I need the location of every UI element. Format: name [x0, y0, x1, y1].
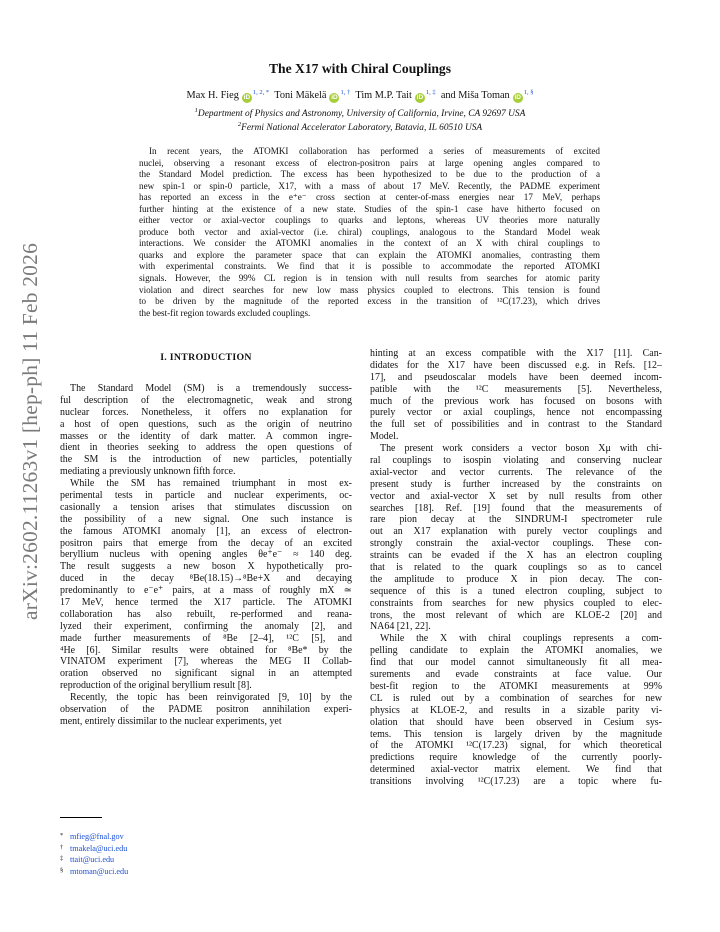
- text-line: casionally a tension arises that stimulates discussion on: [60, 501, 352, 513]
- text-line: VINATOM experiment [7], whereas the MEG II Collab-: [60, 656, 352, 668]
- text-line: ment, entirely dissimilar to the nuclear experiments, yet: [60, 715, 282, 727]
- abstract-line: quarks and explore the parameter space that can explain the ATOMKI anomalies, contrasting them: [139, 249, 600, 260]
- text-line: While the X with chiral couplings represents a com-: [380, 633, 662, 645]
- affiliation-mark: 1: [194, 107, 198, 114]
- author-name: Max H. Fieg: [186, 90, 239, 101]
- abstract-line: with experimental constraints. We find that it is possible to accommodate the reported ATOMKI: [139, 261, 600, 272]
- abstract-line: nuclei, observing a resonant excess of electron-positron pairs at large opening angles compared to: [139, 157, 600, 168]
- author-name: Toni Mäkelä: [274, 90, 327, 101]
- orcid-icon[interactable]: iD: [416, 94, 424, 101]
- text-line: constraints from searches for new physics coupled to elec-: [370, 597, 662, 609]
- abstract-line: the best-fit region towards excluded couplings.: [139, 307, 311, 318]
- text-line: olation that should have been observed in Cesium sys-: [370, 716, 662, 728]
- text-line: surements and evade constraints at face value. Our: [370, 669, 662, 681]
- author-marks: 1, †: [340, 89, 351, 96]
- text-line: best-fit region to the ATOMKI measurements at 99%: [370, 680, 662, 692]
- text-line: determined axial-vector matrix element. We find that: [370, 764, 662, 776]
- text-line: strongly constrain the axial-vector couplings. These con-: [370, 538, 662, 550]
- abstract-line: to be driven by the magnitude of the reported excess in the transition of ¹²C(17.23), which drives: [139, 296, 600, 307]
- left-column: [60, 383, 352, 728]
- footnote: [60, 866, 128, 878]
- text-line: rare pion decay at the SINDRUM-I spectrometer rule: [370, 514, 662, 526]
- text-line: out an X17 explanation with purely vector couplings and: [370, 526, 662, 538]
- abstract-line: further hinting at the existence of a new state. Studies of the spin-1 case have hitherto focused on: [139, 203, 600, 214]
- footnote: [60, 843, 128, 855]
- text-line: collaboration has also rebuilt, re-performed and reana-: [60, 608, 352, 620]
- text-line: masses or the identity of dark matter. A common ingre-: [60, 430, 352, 442]
- text-line: mediating a previously unknown fifth force.: [60, 466, 236, 478]
- abstract-line: has reported an excess in the e⁺e⁻ cross section at center-of-mass energies near 17 MeV, perhaps: [139, 192, 600, 203]
- text-line: oration observed no significant signal in an attempted: [60, 668, 352, 680]
- abstract-line: the Standard Model prediction. The excess has been hypothesized to be due to the production of a: [139, 169, 600, 180]
- text-line: positron pairs that emerge from the decay of an excited: [60, 537, 352, 549]
- text-line: vector and axial-vector X set by null results from other: [370, 490, 662, 502]
- text-line: a host of open questions, such as the origin of neutrino: [60, 418, 352, 430]
- paper-title: The X17 with Chiral Couplings: [268, 61, 452, 76]
- footnote-mark: †: [60, 843, 64, 851]
- text-line: axial-vector and vector currents. The relevance of the: [370, 466, 662, 478]
- text-line: NA64 [21, 22].: [370, 621, 431, 633]
- text-line: straints can be evaded if the X has an electron coupling: [370, 550, 662, 562]
- text-line: Model.: [370, 431, 399, 443]
- text-line: 17 MeV, hence termed the X17 particle. The ATOMKI: [60, 597, 352, 609]
- text-line: purely vector or axial couplings, hence not encompassing: [370, 407, 662, 419]
- text-line: didates for the X17 have been discussed e.g. in Refs. [12–: [370, 359, 662, 371]
- footnote-mark: *: [60, 832, 64, 839]
- text-line: predictions require knowledge of the currently poorly-: [370, 752, 662, 764]
- abstract-line: produce both vector and axial-vector (i.e. chiral) couplings, analogous to the Standard Model weak: [139, 226, 600, 237]
- text-line: sequence of this is a tuned electron coupling, subject to: [370, 585, 662, 597]
- author-marks: 1, ‡: [425, 89, 436, 96]
- text-line: trons, the most relevant of which are KLOE-2 [20] and: [370, 609, 662, 621]
- email-link[interactable]: mfieg@fnal.gov: [70, 832, 124, 841]
- arxiv-identifier: arXiv:2602.11263v1 [hep-ph] 11 Feb 2026: [18, 242, 42, 620]
- text-line: find that our model cannot simultaneously fit all mea-: [370, 657, 662, 669]
- text-line: pelling candidate to explain the ATOMKI anomalies, we: [370, 645, 662, 657]
- email-link[interactable]: mtoman@uci.edu: [70, 867, 129, 877]
- author-list: [0, 90, 720, 103]
- text-line: patible with the ¹²C measurements [5]. Nevertheless,: [370, 383, 662, 395]
- email-link[interactable]: ttait@uci.edu: [70, 855, 115, 865]
- text-line: the full set of possibilities and in contrast to the Standard: [370, 419, 662, 431]
- author-separator: and: [440, 90, 456, 101]
- text-line: tems. This tension is largely driven by the magnitude: [370, 728, 662, 740]
- text-line: searches [18]. Ref. [19] found that the measurements of: [370, 502, 662, 514]
- abstract-line: violation and direct searches for new low mass physics coupled to electrons. This tension is found: [139, 284, 600, 295]
- text-line: the possibility of a new signal. One such instance is: [60, 513, 352, 525]
- text-line: The Standard Model (SM) is a tremendously success-: [70, 383, 352, 394]
- footnote-rule: [60, 817, 102, 818]
- footnote: [60, 831, 128, 843]
- footnote: [60, 854, 128, 866]
- orcid-icon[interactable]: iD: [243, 94, 251, 101]
- text-line: the SM is the introduction of new particles, potentially: [60, 454, 352, 466]
- affiliation-text: Department of Physics and Astronomy, University of California, Irvine, CA 92697 USA: [197, 109, 526, 119]
- author-marks: 1, 2, *: [252, 89, 270, 96]
- affiliation-text: Fermi National Accelerator Laboratory, Batavia, IL 60510 USA: [241, 123, 483, 133]
- text-line: predominantly to e⁻e⁺ pairs, at a mass of roughly mX ≃: [60, 585, 352, 597]
- text-line: beryllium nucleus with opening angles θe⁺e⁻ ≈ 140 deg.: [60, 549, 352, 561]
- text-line: much of the previous work has focused on bosons with: [370, 395, 662, 407]
- affiliation: [0, 109, 720, 119]
- text-line: the famous ATOMKI anomaly [1], an excess of electron-: [60, 525, 352, 537]
- section-heading: I. INTRODUCTION: [160, 352, 252, 363]
- affiliation-mark: 2: [237, 121, 242, 128]
- orcid-icon[interactable]: iD: [331, 94, 338, 101]
- footnote-mark: ‡: [60, 855, 64, 863]
- abstract-line: interactions. We consider the ATOMKI anomalies in the context of an X with chiral couplings to: [139, 238, 600, 249]
- text-line: Recently, the topic has been reinvigorated [9, 10] by the: [70, 692, 352, 704]
- author-name: Tim M.P. Tait: [355, 90, 412, 101]
- orcid-icon[interactable]: iD: [514, 94, 521, 101]
- footnotes: [60, 831, 128, 878]
- affiliation: [0, 123, 720, 133]
- text-line: made further measurements of ⁸Be [2–4], ¹²C [5], and: [60, 632, 352, 644]
- text-line: While the SM has remained triumphant in most ex-: [70, 478, 352, 490]
- text-line: of the ATOMKI ¹²C(17.23) signal, for which theoretical: [370, 740, 662, 752]
- text-line: physics at KLOE-2, and results in a sizable parity vi-: [370, 704, 662, 716]
- abstract-line: signals. However, the 99% CL region is in tension with null results from searches for atomic parity: [139, 273, 600, 284]
- abstract: [139, 146, 600, 319]
- abstract-line: In recent years, the ATOMKI collaboration has performed a series of measurements of excited: [149, 146, 600, 156]
- text-line: hinting at an excess compatible with the X17 [11]. Can-: [370, 348, 662, 359]
- right-column: [370, 348, 662, 788]
- text-line: present study is further increased by the constraints on: [370, 478, 662, 490]
- footnote-mark: §: [60, 867, 64, 875]
- text-line: nuclear forces. Nonetheless, it offers no explanation for: [60, 406, 352, 418]
- text-line: observation of the PADME positron annihilation experi-: [60, 704, 352, 716]
- text-line: ful description of the electromagnetic, weak and strong: [60, 394, 352, 406]
- text-line: dient in theories seeking to address the open questions of: [60, 442, 352, 454]
- text-line: ral couplings to isospin violating and conserving nuclear: [370, 455, 662, 467]
- abstract-line: new spin-1 or spin-0 particle, X17, with a mass of about 17 MeV. Recently, the PADME experiment: [139, 180, 600, 191]
- author-name: Miša Toman: [458, 90, 510, 101]
- text-line: The result suggests a new boson X hypothetically pro-: [60, 561, 352, 573]
- text-line: reproduction of the original beryllium result [8].: [60, 680, 252, 692]
- text-line: that is related to the quark couplings so as to cancel: [370, 562, 662, 574]
- text-line: duced in the decay ⁸Be(18.15)→⁸Be+X and decaying: [60, 573, 352, 585]
- text-line: The present work considers a vector boson Xμ with chi-: [380, 443, 662, 455]
- author-marks: 1, §: [523, 89, 534, 96]
- text-line: lyzed their experiment, confirming the anomaly [2], and: [60, 620, 352, 632]
- text-line: perimental tests in particle and nuclear experiments, oc-: [60, 490, 352, 502]
- email-link[interactable]: tmakela@uci.edu: [70, 843, 128, 853]
- text-line: ⁴He [6]. Similar results were obtained for ⁸Be* by the: [60, 644, 352, 656]
- text-line: transitions involving ¹²C(17.23) are a topic where fu-: [370, 776, 662, 788]
- abstract-line: either vector or axial-vector couplings to quarks and leptons, whereas UV theories more naturally: [139, 215, 600, 226]
- text-line: 17], and pseudoscalar models have been deemed incom-: [370, 371, 662, 383]
- text-line: the amplitude to produce X in pion decay. The con-: [370, 573, 662, 585]
- text-line: CL is ruled out by a combination of searches for new: [370, 692, 662, 704]
